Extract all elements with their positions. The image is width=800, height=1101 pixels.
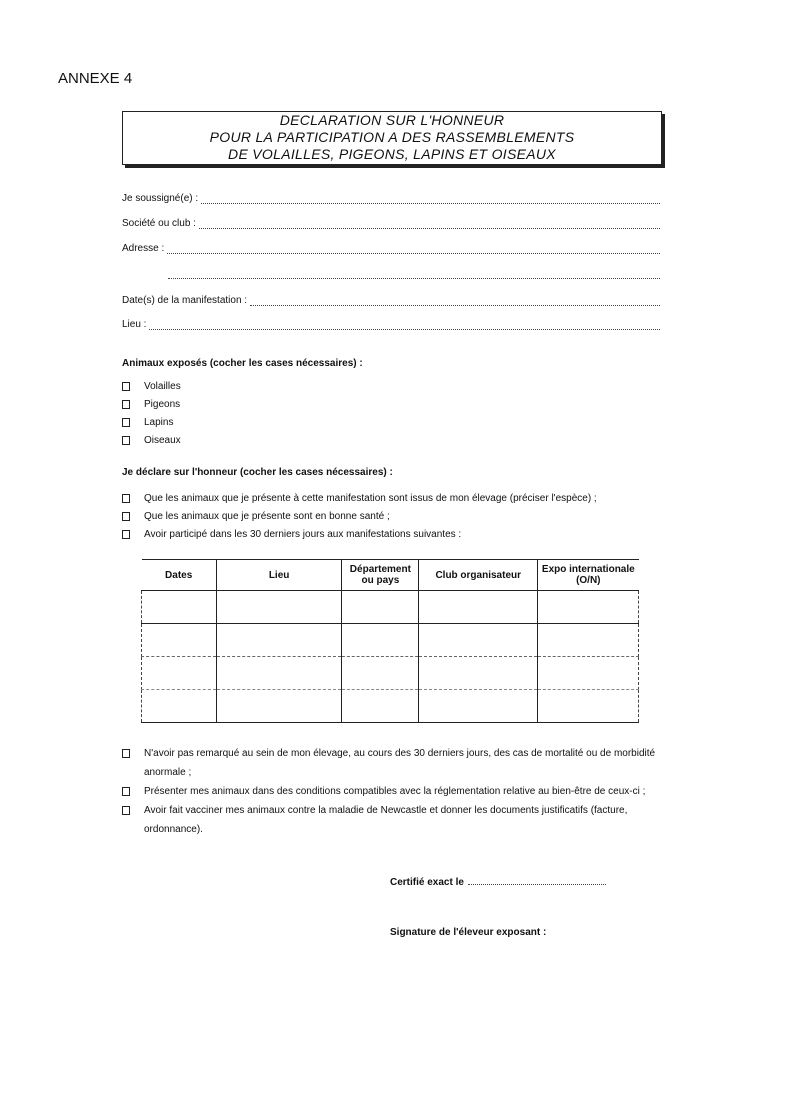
- lieu-label: Lieu :: [122, 319, 147, 330]
- adresse-input-line[interactable]: [167, 244, 660, 254]
- item-mortalite[interactable]: [122, 744, 662, 782]
- societe-field[interactable]: [122, 215, 660, 229]
- table-cell[interactable]: [142, 624, 217, 657]
- animaux-option-volailles[interactable]: [122, 381, 181, 392]
- table-cell[interactable]: [342, 624, 419, 657]
- table-cell[interactable]: [142, 591, 217, 624]
- option-label: Volailles: [144, 381, 181, 392]
- dates-label: Date(s) de la manifestation :: [122, 295, 248, 306]
- table-row: [142, 624, 639, 657]
- declaration-item-elevage[interactable]: [122, 493, 597, 504]
- table-cell[interactable]: [216, 591, 342, 624]
- checkbox-icon[interactable]: [122, 400, 130, 409]
- table-cell[interactable]: [538, 591, 639, 624]
- checkbox-icon[interactable]: [122, 436, 130, 445]
- table-row: [142, 690, 639, 723]
- soussigne-label: Je soussigné(e) :: [122, 193, 199, 204]
- table-cell[interactable]: [142, 690, 217, 723]
- table-cell[interactable]: [216, 690, 342, 723]
- dates-field[interactable]: [122, 292, 660, 306]
- table-cell[interactable]: [142, 657, 217, 690]
- table-cell[interactable]: [419, 624, 538, 657]
- table-cell[interactable]: [216, 624, 342, 657]
- table-cell[interactable]: [419, 690, 538, 723]
- checkbox-icon[interactable]: [122, 512, 130, 521]
- table-cell[interactable]: [538, 690, 639, 723]
- adresse-field[interactable]: [122, 240, 660, 254]
- lieu-field[interactable]: [122, 316, 660, 330]
- animaux-heading: Animaux exposés (cocher les cases nécessaires) :: [122, 358, 363, 369]
- declaration-item-sante[interactable]: [122, 511, 390, 522]
- table-cell[interactable]: [216, 657, 342, 690]
- declaration-heading: Je déclare sur l'honneur (cocher les cases nécessaires) :: [122, 467, 393, 478]
- table-row: [142, 657, 639, 690]
- societe-input-line[interactable]: [199, 219, 660, 229]
- checkbox-icon[interactable]: [122, 418, 130, 427]
- item-label: Présenter mes animaux dans des conditions compatibles avec la réglementation relative au bien-être de ceux-ci ;: [144, 786, 646, 797]
- title-line-1: DECLARATION SUR L'HONNEUR: [279, 112, 505, 128]
- item-label: Avoir participé dans les 30 derniers jours aux manifestations suivantes :: [144, 529, 462, 540]
- checkbox-icon[interactable]: [122, 806, 130, 815]
- table-cell[interactable]: [538, 657, 639, 690]
- table-header-row: [142, 560, 639, 591]
- checkbox-icon[interactable]: [122, 494, 130, 503]
- soussigne-field[interactable]: [122, 190, 660, 204]
- dates-input-line[interactable]: [250, 296, 660, 306]
- header-departement: Département ou pays: [342, 560, 419, 591]
- table-cell[interactable]: [342, 591, 419, 624]
- item-label: Que les animaux que je présente à cette manifestation sont issus de mon élevage (préciser l'espèce) ;: [144, 493, 597, 504]
- adresse-field-line-2[interactable]: [168, 265, 660, 279]
- table-cell[interactable]: [419, 591, 538, 624]
- animaux-option-oiseaux[interactable]: [122, 435, 181, 446]
- item-bien-etre[interactable]: [122, 782, 662, 801]
- certifie-label: Certifié exact le: [390, 877, 464, 888]
- signature-label: Signature de l'éleveur exposant :: [390, 927, 547, 938]
- manifestations-table: [141, 559, 639, 723]
- item-label: N'avoir pas remarqué au sein de mon élevage, au cours des 30 derniers jours, des cas de mortalité ou de morbidité anormale ;: [144, 748, 656, 778]
- checkbox-icon[interactable]: [122, 530, 130, 539]
- checkbox-icon[interactable]: [122, 787, 130, 796]
- table-cell[interactable]: [342, 657, 419, 690]
- certifie-field[interactable]: [390, 876, 606, 888]
- table-cell[interactable]: [342, 690, 419, 723]
- table-row: [142, 591, 639, 624]
- header-dates: Dates: [142, 560, 217, 591]
- checkbox-icon[interactable]: [122, 749, 130, 758]
- societe-label: Société ou club :: [122, 218, 196, 229]
- animaux-option-lapins[interactable]: [122, 417, 173, 428]
- header-lieu: Lieu: [216, 560, 342, 591]
- item-label: Avoir fait vacciner mes animaux contre la maladie de Newcastle et donner les documents justificatifs (facture, ordonnance).: [144, 805, 628, 835]
- header-club: Club organisateur: [419, 560, 538, 591]
- declaration-item-manifestations[interactable]: [122, 529, 461, 540]
- table-cell[interactable]: [538, 624, 639, 657]
- soussigne-input-line[interactable]: [201, 194, 660, 204]
- title-box: [122, 111, 662, 165]
- title-line-3: DE VOLAILLES, PIGEONS, LAPINS ET OISEAUX: [228, 146, 556, 162]
- adresse-input-line-2[interactable]: [168, 269, 660, 279]
- checkbox-icon[interactable]: [122, 382, 130, 391]
- adresse-label: Adresse :: [122, 243, 165, 254]
- lieu-input-line[interactable]: [149, 320, 660, 330]
- option-label: Oiseaux: [144, 435, 181, 446]
- item-label: Que les animaux que je présente sont en bonne santé ;: [144, 511, 390, 522]
- option-label: Pigeons: [144, 399, 181, 410]
- animaux-option-pigeons[interactable]: [122, 399, 180, 410]
- title-line-2: POUR LA PARTICIPATION A DES RASSEMBLEMENTS: [209, 129, 575, 145]
- option-label: Lapins: [144, 417, 174, 428]
- table-cell[interactable]: [419, 657, 538, 690]
- annexe-label: ANNEXE 4: [58, 70, 133, 87]
- certifie-input-line[interactable]: [468, 876, 606, 885]
- item-vaccination[interactable]: [122, 801, 662, 839]
- header-expo: Expo internationale (O/N): [538, 560, 639, 591]
